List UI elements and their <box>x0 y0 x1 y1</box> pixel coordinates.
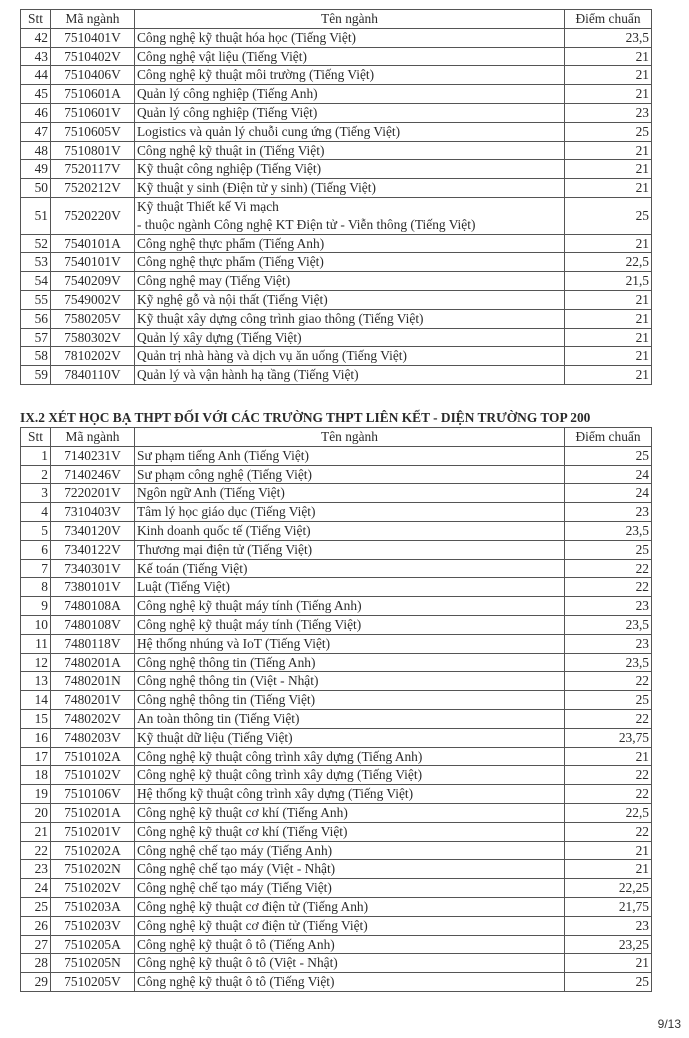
table-row <box>21 973 652 992</box>
table-row <box>21 822 652 841</box>
table-row <box>21 234 652 253</box>
cell-ten-nganh: Sư phạm công nghệ (Tiếng Việt) <box>135 465 565 484</box>
header-ma-nganh: Mã ngành <box>51 10 135 29</box>
table-row <box>21 122 652 141</box>
cell-stt: 25 <box>21 897 51 916</box>
cell-diem-chuan: 21 <box>565 860 652 879</box>
cell-ma-nganh: 7480203V <box>51 728 135 747</box>
cell-diem-chuan: 21,5 <box>565 272 652 291</box>
cell-ten-nganh: Công nghệ kỹ thuật công trình xây dựng (Tiếng Anh) <box>135 747 565 766</box>
cell-stt: 53 <box>21 253 51 272</box>
cell-stt: 4 <box>21 503 51 522</box>
cell-diem-chuan: 23 <box>565 634 652 653</box>
table-row <box>21 897 652 916</box>
cell-stt: 55 <box>21 290 51 309</box>
table-row <box>21 691 652 710</box>
cell-stt: 15 <box>21 709 51 728</box>
cell-ma-nganh: 7310403V <box>51 503 135 522</box>
cell-ten-nganh: Công nghệ kỹ thuật máy tính (Tiếng Việt) <box>135 615 565 634</box>
table-row <box>21 309 652 328</box>
cell-diem-chuan: 23,5 <box>565 28 652 47</box>
cell-ma-nganh: 7540101V <box>51 253 135 272</box>
table-row <box>21 559 652 578</box>
cell-diem-chuan: 21 <box>565 747 652 766</box>
cell-ma-nganh: 7510601V <box>51 103 135 122</box>
cell-diem-chuan: 22 <box>565 822 652 841</box>
cell-ma-nganh: 7540101A <box>51 234 135 253</box>
cell-diem-chuan: 22 <box>565 559 652 578</box>
cell-ten-nganh: Quản trị nhà hàng và dịch vụ ăn uống (Tiếng Việt) <box>135 347 565 366</box>
cell-stt: 26 <box>21 916 51 935</box>
header-ten-nganh: Tên ngành <box>135 428 565 447</box>
cell-ten-nganh: Công nghệ kỹ thuật ô tô (Việt - Nhật) <box>135 954 565 973</box>
cell-stt: 47 <box>21 122 51 141</box>
cell-stt: 19 <box>21 785 51 804</box>
cell-ma-nganh: 7510601A <box>51 85 135 104</box>
cell-ten-nganh: Kỹ thuật công nghiệp (Tiếng Việt) <box>135 160 565 179</box>
cell-stt: 12 <box>21 653 51 672</box>
cell-ten-nganh: Logistics và quản lý chuỗi cung ứng (Tiếng Việt) <box>135 122 565 141</box>
header-ma-nganh: Mã ngành <box>51 428 135 447</box>
cell-stt: 54 <box>21 272 51 291</box>
cell-ma-nganh: 7510202A <box>51 841 135 860</box>
cell-stt: 44 <box>21 66 51 85</box>
cell-ten-nganh: Ngôn ngữ Anh (Tiếng Việt) <box>135 484 565 503</box>
cell-diem-chuan: 21 <box>565 328 652 347</box>
table-row <box>21 803 652 822</box>
cell-ma-nganh: 7540209V <box>51 272 135 291</box>
header-stt: Stt <box>21 428 51 447</box>
cell-ma-nganh: 7510605V <box>51 122 135 141</box>
cell-stt: 18 <box>21 766 51 785</box>
cell-stt: 29 <box>21 973 51 992</box>
cell-stt: 27 <box>21 935 51 954</box>
cell-diem-chuan: 22 <box>565 766 652 785</box>
cell-stt: 20 <box>21 803 51 822</box>
cell-diem-chuan: 23 <box>565 916 652 935</box>
cell-diem-chuan: 22 <box>565 672 652 691</box>
cell-ma-nganh: 7510402V <box>51 47 135 66</box>
cell-stt: 11 <box>21 634 51 653</box>
table-row <box>21 954 652 973</box>
section-heading: IX.2 XÉT HỌC BẠ THPT ĐỐI VỚI CÁC TRƯỜNG THPT LIÊN KẾT - DIỆN TRƯỜNG TOP 200 <box>20 410 591 425</box>
table-row <box>21 197 652 234</box>
table-body <box>21 28 652 384</box>
table-row <box>21 672 652 691</box>
cell-stt: 56 <box>21 309 51 328</box>
table-row <box>21 728 652 747</box>
cell-ten-nganh: Kinh doanh quốc tế (Tiếng Việt) <box>135 521 565 540</box>
cell-ma-nganh: 7480108A <box>51 597 135 616</box>
cell-ma-nganh: 7220201V <box>51 484 135 503</box>
cell-ten-nganh: Công nghệ chế tạo máy (Tiếng Anh) <box>135 841 565 860</box>
table-row <box>21 290 652 309</box>
cell-diem-chuan: 25 <box>565 197 652 234</box>
cell-ten-nganh: Kỹ thuật xây dựng công trình giao thông (Tiếng Việt) <box>135 309 565 328</box>
cell-stt: 3 <box>21 484 51 503</box>
cell-diem-chuan: 21 <box>565 841 652 860</box>
cell-diem-chuan: 21 <box>565 290 652 309</box>
cell-ten-nganh: Công nghệ kỹ thuật ô tô (Tiếng Việt) <box>135 973 565 992</box>
cell-diem-chuan: 23 <box>565 597 652 616</box>
table-row <box>21 521 652 540</box>
admission-scores-table-2 <box>20 427 652 992</box>
cell-diem-chuan: 22,5 <box>565 803 652 822</box>
cell-ten-nganh: Công nghệ chế tạo máy (Việt - Nhật) <box>135 860 565 879</box>
cell-stt: 42 <box>21 28 51 47</box>
cell-ma-nganh: 7510201A <box>51 803 135 822</box>
cell-ten-nganh: Hệ thống nhúng và IoT (Tiếng Việt) <box>135 634 565 653</box>
cell-ten-nganh: Công nghệ thông tin (Tiếng Anh) <box>135 653 565 672</box>
cell-stt: 5 <box>21 521 51 540</box>
cell-ma-nganh: 7510203A <box>51 897 135 916</box>
cell-diem-chuan: 22 <box>565 578 652 597</box>
cell-ten-nganh: Công nghệ kỹ thuật cơ điện tử (Tiếng Việt) <box>135 916 565 935</box>
table-row <box>21 28 652 47</box>
cell-ten-nganh: Công nghệ kỹ thuật môi trường (Tiếng Việt) <box>135 66 565 85</box>
cell-stt: 17 <box>21 747 51 766</box>
cell-diem-chuan: 22,5 <box>565 253 652 272</box>
cell-stt: 24 <box>21 879 51 898</box>
table-row <box>21 634 652 653</box>
cell-ma-nganh: 7510205N <box>51 954 135 973</box>
cell-ten-nganh: Công nghệ thông tin (Việt - Nhật) <box>135 672 565 691</box>
cell-ten-nganh: Công nghệ kỹ thuật ô tô (Tiếng Anh) <box>135 935 565 954</box>
cell-ten-nganh: Công nghệ kỹ thuật máy tính (Tiếng Anh) <box>135 597 565 616</box>
cell-stt: 22 <box>21 841 51 860</box>
header-stt: Stt <box>21 10 51 29</box>
cell-ten-nganh: Công nghệ thông tin (Tiếng Việt) <box>135 691 565 710</box>
table-body <box>21 446 652 991</box>
cell-ten-nganh <box>135 197 565 234</box>
cell-ten-nganh: Công nghệ kỹ thuật in (Tiếng Việt) <box>135 141 565 160</box>
cell-stt: 8 <box>21 578 51 597</box>
cell-ma-nganh: 7340120V <box>51 521 135 540</box>
cell-diem-chuan: 21 <box>565 160 652 179</box>
cell-ma-nganh: 7340122V <box>51 540 135 559</box>
cell-ten-nganh: Tâm lý học giáo dục (Tiếng Việt) <box>135 503 565 522</box>
cell-diem-chuan: 25 <box>565 446 652 465</box>
cell-stt: 21 <box>21 822 51 841</box>
table-row <box>21 347 652 366</box>
cell-diem-chuan: 21 <box>565 179 652 198</box>
cell-ten-nganh: Quản lý công nghiệp (Tiếng Việt) <box>135 103 565 122</box>
table-row <box>21 179 652 198</box>
cell-diem-chuan: 25 <box>565 122 652 141</box>
cell-ma-nganh: 7340301V <box>51 559 135 578</box>
table-row <box>21 465 652 484</box>
table-row <box>21 85 652 104</box>
cell-stt: 48 <box>21 141 51 160</box>
cell-ma-nganh: 7480201N <box>51 672 135 691</box>
cell-diem-chuan: 21 <box>565 309 652 328</box>
table-header-row <box>21 428 652 447</box>
cell-ten-nganh: An toàn thông tin (Tiếng Việt) <box>135 709 565 728</box>
header-diem-chuan: Điểm chuẩn <box>565 10 652 29</box>
cell-ma-nganh: 7140231V <box>51 446 135 465</box>
header-ten-nganh: Tên ngành <box>135 10 565 29</box>
cell-ten-nganh: Hệ thống kỹ thuật công trình xây dựng (Tiếng Việt) <box>135 785 565 804</box>
cell-ten-nganh: Kỹ thuật y sinh (Điện tử y sinh) (Tiếng Việt) <box>135 179 565 198</box>
cell-ma-nganh: 7510205V <box>51 973 135 992</box>
cell-ma-nganh: 7510102A <box>51 747 135 766</box>
cell-ten-nganh: Quản lý xây dựng (Tiếng Việt) <box>135 328 565 347</box>
cell-stt: 58 <box>21 347 51 366</box>
cell-ma-nganh: 7480202V <box>51 709 135 728</box>
cell-ten-nganh: Công nghệ kỹ thuật công trình xây dựng (Tiếng Việt) <box>135 766 565 785</box>
cell-diem-chuan: 22,25 <box>565 879 652 898</box>
cell-ma-nganh: 7510106V <box>51 785 135 804</box>
admission-scores-table-1 <box>20 9 652 385</box>
table-row <box>21 935 652 954</box>
cell-diem-chuan: 22 <box>565 785 652 804</box>
cell-diem-chuan: 25 <box>565 691 652 710</box>
cell-ten-nganh: Công nghệ kỹ thuật cơ khí (Tiếng Việt) <box>135 822 565 841</box>
table-row <box>21 597 652 616</box>
cell-ma-nganh: 7510203V <box>51 916 135 935</box>
cell-ma-nganh: 7510201V <box>51 822 135 841</box>
table-row <box>21 860 652 879</box>
table-row <box>21 709 652 728</box>
cell-stt: 6 <box>21 540 51 559</box>
cell-stt: 45 <box>21 85 51 104</box>
cell-diem-chuan: 25 <box>565 973 652 992</box>
cell-ma-nganh: 7580302V <box>51 328 135 347</box>
cell-diem-chuan: 21,75 <box>565 897 652 916</box>
cell-diem-chuan: 25 <box>565 540 652 559</box>
cell-ten-nganh: Kỹ thuật dữ liệu (Tiếng Việt) <box>135 728 565 747</box>
cell-diem-chuan: 21 <box>565 366 652 385</box>
table-row <box>21 328 652 347</box>
table-row <box>21 66 652 85</box>
cell-diem-chuan: 21 <box>565 66 652 85</box>
cell-diem-chuan: 23,5 <box>565 521 652 540</box>
cell-stt: 57 <box>21 328 51 347</box>
table-row <box>21 879 652 898</box>
cell-ten-nganh: Luật (Tiếng Việt) <box>135 578 565 597</box>
cell-ma-nganh: 7510202N <box>51 860 135 879</box>
table-row <box>21 446 652 465</box>
cell-ten-nganh: Công nghệ kỹ thuật cơ khí (Tiếng Anh) <box>135 803 565 822</box>
cell-stt: 13 <box>21 672 51 691</box>
cell-ma-nganh: 7380101V <box>51 578 135 597</box>
cell-diem-chuan: 23,25 <box>565 935 652 954</box>
cell-diem-chuan: 23,75 <box>565 728 652 747</box>
cell-ten-nganh: Công nghệ chế tạo máy (Tiếng Việt) <box>135 879 565 898</box>
table-row <box>21 47 652 66</box>
cell-ten-nganh: Kỹ nghệ gỗ và nội thất (Tiếng Việt) <box>135 290 565 309</box>
table-row <box>21 503 652 522</box>
table-row <box>21 103 652 122</box>
cell-stt: 43 <box>21 47 51 66</box>
cell-stt: 2 <box>21 465 51 484</box>
cell-diem-chuan: 23 <box>565 503 652 522</box>
cell-diem-chuan: 21 <box>565 954 652 973</box>
cell-ten-nganh: Sư phạm tiếng Anh (Tiếng Việt) <box>135 446 565 465</box>
cell-ma-nganh: 7480108V <box>51 615 135 634</box>
cell-ten-nganh: Thương mại điện tử (Tiếng Việt) <box>135 540 565 559</box>
cell-ten-nganh: Công nghệ kỹ thuật hóa học (Tiếng Việt) <box>135 28 565 47</box>
cell-stt: 59 <box>21 366 51 385</box>
cell-ma-nganh: 7480118V <box>51 634 135 653</box>
cell-stt: 16 <box>21 728 51 747</box>
cell-diem-chuan: 21 <box>565 85 652 104</box>
cell-diem-chuan: 21 <box>565 47 652 66</box>
table-row <box>21 272 652 291</box>
cell-stt: 46 <box>21 103 51 122</box>
table-row <box>21 615 652 634</box>
table-row <box>21 747 652 766</box>
cell-ma-nganh: 7549002V <box>51 290 135 309</box>
table-row <box>21 916 652 935</box>
header-diem-chuan: Điểm chuẩn <box>565 428 652 447</box>
cell-ma-nganh: 7510401V <box>51 28 135 47</box>
cell-ma-nganh: 7520212V <box>51 179 135 198</box>
cell-ten-nganh: Kế toán (Tiếng Việt) <box>135 559 565 578</box>
cell-stt: 51 <box>21 197 51 234</box>
cell-diem-chuan: 23 <box>565 103 652 122</box>
cell-stt: 23 <box>21 860 51 879</box>
cell-ten-nganh: Quản lý công nghiệp (Tiếng Anh) <box>135 85 565 104</box>
cell-ma-nganh: 7140246V <box>51 465 135 484</box>
cell-stt: 14 <box>21 691 51 710</box>
table-row <box>21 766 652 785</box>
table-row <box>21 653 652 672</box>
cell-stt: 49 <box>21 160 51 179</box>
cell-ma-nganh: 7580205V <box>51 309 135 328</box>
table-row <box>21 366 652 385</box>
cell-stt: 1 <box>21 446 51 465</box>
cell-ma-nganh: 7510801V <box>51 141 135 160</box>
table-row <box>21 253 652 272</box>
cell-diem-chuan: 24 <box>565 484 652 503</box>
cell-stt: 10 <box>21 615 51 634</box>
cell-ma-nganh: 7480201V <box>51 691 135 710</box>
cell-ten-nganh: Công nghệ kỹ thuật cơ điện tử (Tiếng Anh) <box>135 897 565 916</box>
cell-ten-nganh: Công nghệ thực phẩm (Tiếng Việt) <box>135 253 565 272</box>
cell-diem-chuan: 24 <box>565 465 652 484</box>
cell-stt: 52 <box>21 234 51 253</box>
table-row <box>21 160 652 179</box>
cell-ma-nganh: 7520220V <box>51 197 135 234</box>
cell-ma-nganh: 7840110V <box>51 366 135 385</box>
cell-stt: 7 <box>21 559 51 578</box>
table-row <box>21 540 652 559</box>
cell-diem-chuan: 21 <box>565 141 652 160</box>
table-row <box>21 578 652 597</box>
cell-stt: 9 <box>21 597 51 616</box>
cell-ma-nganh: 7520117V <box>51 160 135 179</box>
table-row <box>21 785 652 804</box>
table-row <box>21 484 652 503</box>
cell-ma-nganh: 7810202V <box>51 347 135 366</box>
cell-diem-chuan: 21 <box>565 347 652 366</box>
cell-stt: 50 <box>21 179 51 198</box>
table-header-row <box>21 10 652 29</box>
cell-ten-nganh: Quản lý và vận hành hạ tầng (Tiếng Việt) <box>135 366 565 385</box>
cell-stt: 28 <box>21 954 51 973</box>
cell-diem-chuan: 23,5 <box>565 615 652 634</box>
cell-ten-nganh: Công nghệ thực phẩm (Tiếng Anh) <box>135 234 565 253</box>
cell-ma-nganh: 7480201A <box>51 653 135 672</box>
ten-nganh-line-1: Kỹ thuật Thiết kế Vi mạch <box>137 198 279 214</box>
cell-ma-nganh: 7510102V <box>51 766 135 785</box>
cell-diem-chuan: 22 <box>565 709 652 728</box>
cell-ma-nganh: 7510205A <box>51 935 135 954</box>
ten-nganh-line-2: - thuộc ngành Công nghệ KT Điện tử - Viễn thông (Tiếng Việt) <box>137 216 476 232</box>
cell-ten-nganh: Công nghệ may (Tiếng Việt) <box>135 272 565 291</box>
cell-diem-chuan: 21 <box>565 234 652 253</box>
page-number: 9/13 <box>657 1017 681 1031</box>
cell-ma-nganh: 7510202V <box>51 879 135 898</box>
table-row <box>21 141 652 160</box>
table-row <box>21 841 652 860</box>
cell-ma-nganh: 7510406V <box>51 66 135 85</box>
cell-diem-chuan: 23,5 <box>565 653 652 672</box>
cell-ten-nganh: Công nghệ vật liệu (Tiếng Việt) <box>135 47 565 66</box>
